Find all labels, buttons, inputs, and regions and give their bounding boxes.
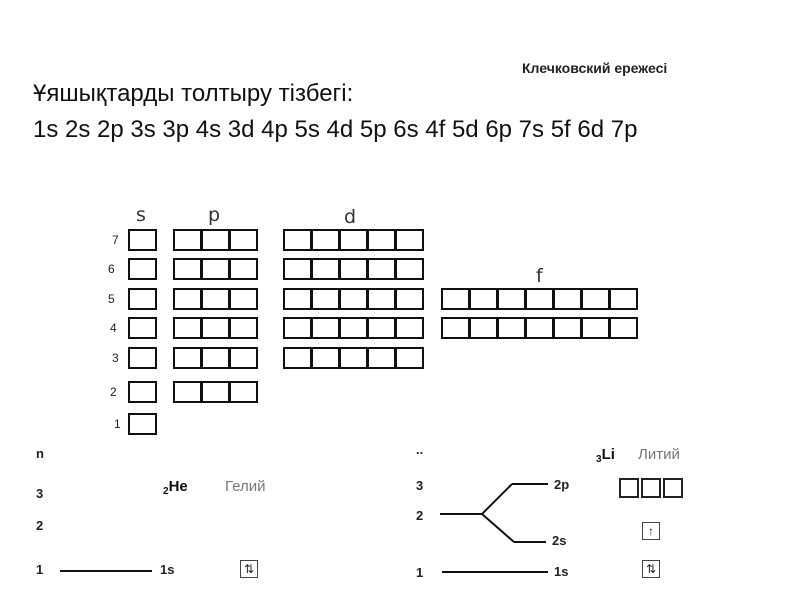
- lithium-2p-box: [619, 478, 639, 498]
- lithium-1s-label: 1s: [554, 564, 569, 579]
- lithium-level-2: 2: [416, 508, 424, 523]
- lithium-2p-box: [641, 478, 661, 498]
- lithium-n-label: ..: [416, 442, 424, 457]
- lithium-2p-box: [663, 478, 683, 498]
- helium-level-2: 2: [36, 518, 44, 533]
- level-label-6: 6: [108, 262, 115, 276]
- lithium-level-1: 1: [416, 565, 424, 580]
- helium-level-3: 3: [36, 486, 44, 501]
- helium-1s-arrow-box: ⇅: [240, 560, 258, 578]
- lithium-2s-arrow-box: ↑: [642, 522, 660, 540]
- lithium-name: Литий: [638, 446, 680, 463]
- level-label-4: 4: [110, 321, 117, 335]
- column-label-f: f: [536, 265, 543, 287]
- rule-title: Клечковский ережесі: [522, 60, 668, 76]
- level-label-2: 2: [110, 385, 117, 399]
- column-label-p: p: [208, 204, 221, 226]
- helium-level-1: 1: [36, 562, 44, 577]
- heading: Ұяшықтарды толтыру тізбегі:: [33, 80, 354, 107]
- helium-name: Гелий: [225, 478, 266, 495]
- lithium-2s-label: 2s: [552, 533, 567, 548]
- level-label-7: 7: [112, 233, 119, 247]
- lithium-1s-arrow-box: ⇅: [642, 560, 660, 578]
- level-label-3: 3: [112, 351, 119, 365]
- helium-orbital-label: 1s: [160, 562, 175, 577]
- lithium-symbol: $_3$Li: [596, 446, 615, 465]
- lithium-2p-label: 2p: [554, 477, 570, 492]
- column-label-d: d: [344, 206, 357, 228]
- column-label-s: s: [136, 204, 146, 226]
- helium-n-label: n: [36, 446, 44, 461]
- lithium-level-3: 3: [416, 478, 424, 493]
- level-label-1: 1: [114, 417, 121, 431]
- helium-symbol: $_2$He: [163, 478, 188, 497]
- filling-sequence: 1s 2s 2p 3s 3p 4s 3d 4p 5s 4d 5p 6s 4f 5d 6p 7s 5f 6d 7p: [33, 116, 638, 143]
- level-label-5: 5: [108, 292, 115, 306]
